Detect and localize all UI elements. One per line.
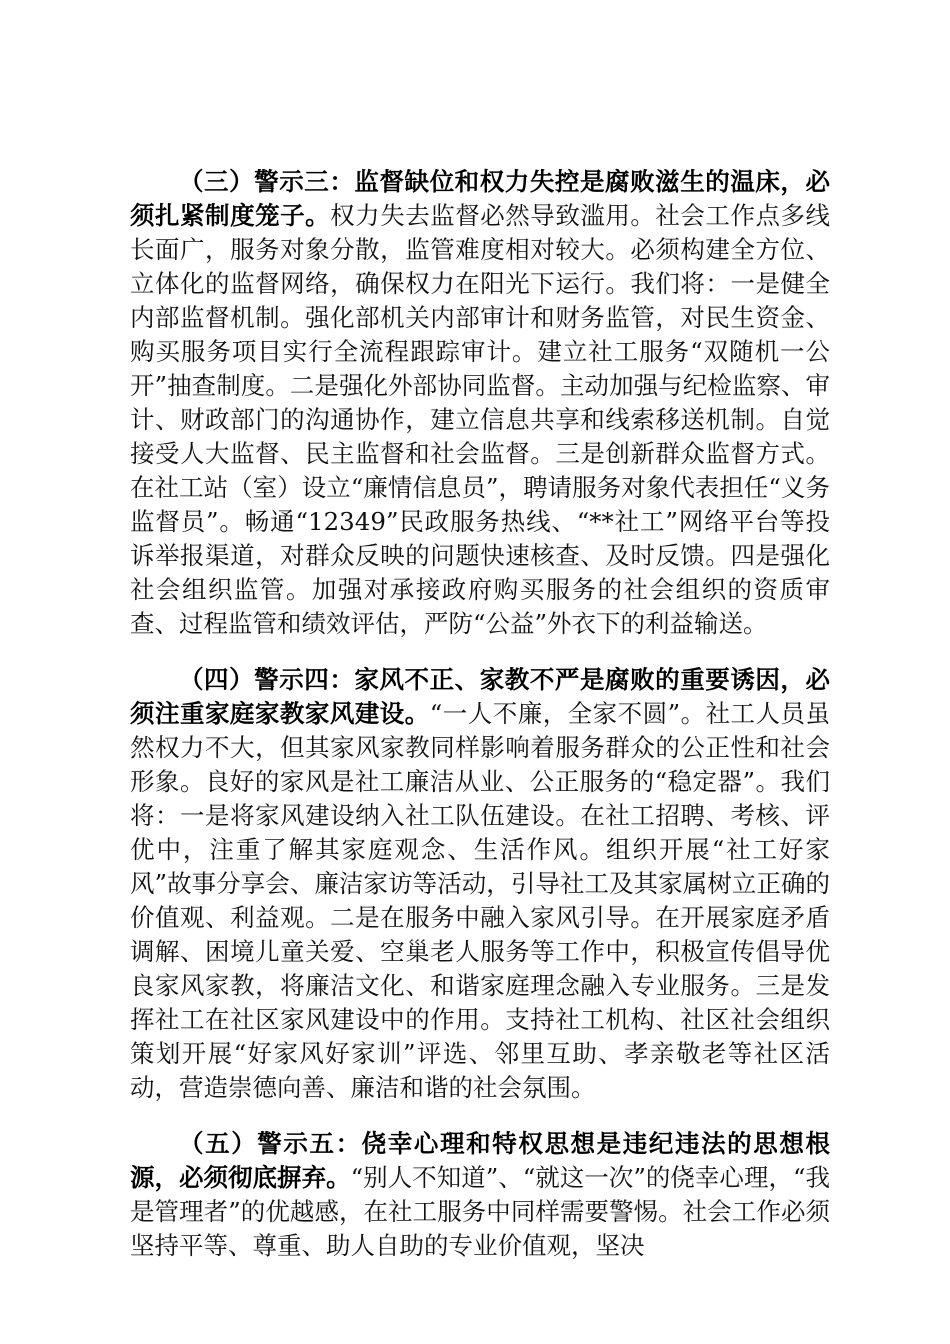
document-page xyxy=(130,165,830,1285)
section-five xyxy=(130,1127,830,1263)
section-three xyxy=(130,165,830,641)
section-five-body: “别人不知道”、“就这一次”的侥幸心理，“我是管理者”的优越感，在社工服务中同样需要警惕。社会工作必须坚持平等、尊重、助人自助的专业价值观，坚决 xyxy=(130,1163,831,1260)
section-three-heading: （三）警示三：监督缺位和权力失控是腐败滋生的温床，必须扎紧制度笼子。 xyxy=(130,167,830,230)
section-four xyxy=(130,663,830,1105)
section-four-body: “一人不廉，全家不圆”。社工人员虽然权力不大，但其家风家教同样影响着服务群众的公正性和社会形象。良好的家风是社工廉洁从业、公正服务的“稳定器”。我们将：一是将家风建设纳入社工队伍建设。在社工招聘、考核、评优中，注重了解其家庭观念、生活作风。组织开展“社工好家风”故事分享会、廉洁家访等活动，引导社工及其家属树立正确的价值观、利益观。二是在服务中融入家风引导。在开展家庭矛盾调解、困境儿童关爱、空巢老人服务等工作中，积极宣传倡导优良家风家教，将廉洁文化、和谐家庭理念融入专业服务。三是发挥社工在社区家风建设中的作用。支持社工机构、社区社会组织策划开展“好家风好家训”评选、邻里互助、孝亲敬老等社区活动，营造崇德向善、廉洁和谐的社会氛围。 xyxy=(130,699,830,1102)
section-five-heading: （五）警示五：侥幸心理和特权思想是违纪违法的思想根源，必须彻底摒弃。 xyxy=(130,1129,830,1192)
section-four-heading: （四）警示四：家风不正、家教不严是腐败的重要诱因，必须注重家庭家教家风建设。 xyxy=(130,665,830,728)
section-three-body: 权力失去监督必然导致滥用。社会工作点多线长面广，服务对象分散，监管难度相对较大。必须构建全方位、立体化的监督网络，确保权力在阳光下运行。我们将：一是健全内部监督机制。强化部机关内部审计和财务监管，对民生资金、购买服务项目实行全流程跟踪审计。建立社工服务“双随机一公开”抽查制度。二是强化外部协同监督。主动加强与纪检监察、审计、财政部门的沟通协作，建立信息共享和线索移送机制。自觉接受人大监督、民主监督和社会监督。三是创新群众监督方式。在社工站（室）设立“廉情信息员”，聘请服务对象代表担任“义务监督员”。畅通“12349”民政服务热线、“**社工”网络平台等投诉举报渠道，对群众反映的问题快速核查、及时反馈。四是强化社会组织监管。加强对承接政府购买服务的社会组织的资质审查、过程监管和绩效评估，严防“公益”外衣下的利益输送。 xyxy=(130,201,831,638)
